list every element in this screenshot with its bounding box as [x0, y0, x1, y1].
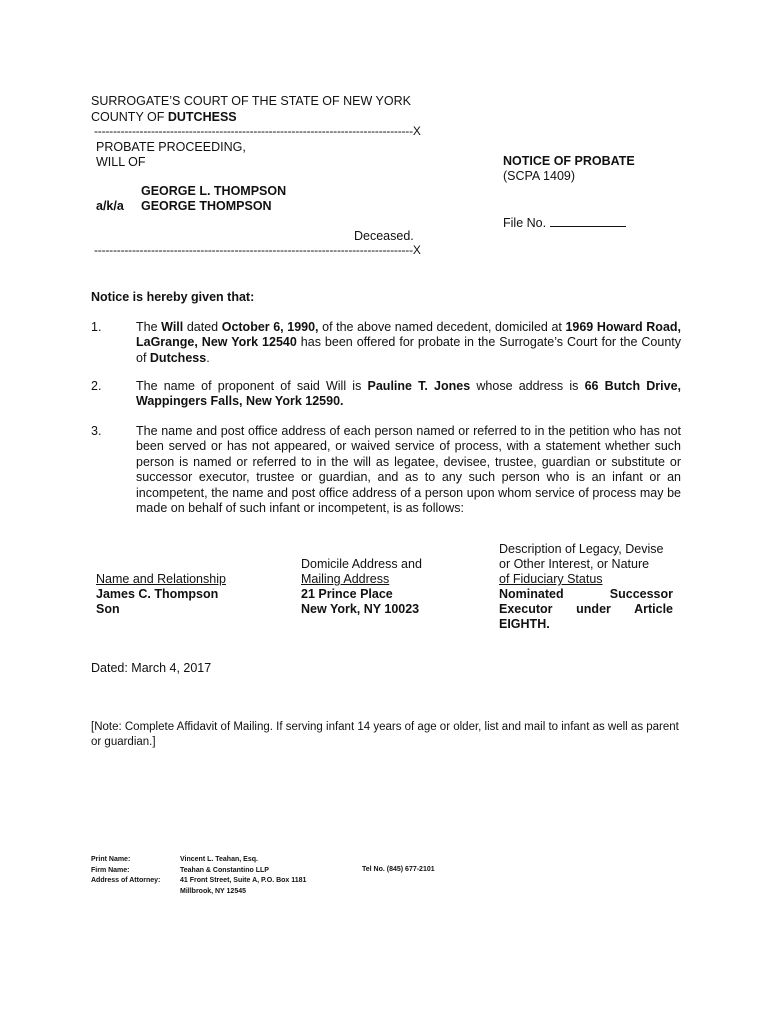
col-status-header-3	[499, 572, 603, 587]
p1-text: The	[136, 320, 162, 334]
address-label: Address of Attorney:	[91, 877, 161, 884]
file-number-blank	[550, 215, 626, 227]
fiduciary-status-3: EIGHTH.	[499, 617, 550, 631]
paragraph-3-number: 3.	[91, 424, 102, 438]
paragraph-1-number: 1.	[91, 320, 102, 334]
p1-county: Dutchess	[149, 350, 207, 365]
interested-person-address-2: New York, NY 10023	[301, 602, 420, 616]
col-address-header-2-text: Mailing Address	[301, 572, 390, 586]
county-line	[91, 110, 237, 124]
p1-text: of the above named decedent, domiciled at	[318, 320, 566, 334]
fiduciary-status-1: Nominated Successor	[499, 587, 673, 601]
p2-proponent: Pauline T. Jones	[367, 379, 471, 393]
p1-text: .	[206, 350, 210, 365]
p1-text: dated	[183, 320, 222, 334]
p1-will-date: October 6, 1990,	[221, 320, 319, 334]
statute-reference: (SCPA 1409)	[503, 169, 576, 183]
paragraph-3: The name and post office address of each person named or referred to in the petition who has not been served or has not appeared, or waived service of process, with a statement whether such person is named or referred to in the will as legatee, devisee, trustee, guardian or substitute or successor executor, trustee or guardian, and as to any such person who is an infant or an incompetent, the name and post office address of a person upon whom service of process may be made on behalf of such infant or incompetent, is as follows:	[136, 424, 681, 516]
col-status-header-1: Description of Legacy, Devise	[499, 542, 664, 556]
aka-name: GEORGE THOMPSON	[141, 199, 272, 213]
p1-will: Will	[161, 320, 184, 334]
col-status-header-2: or Other Interest, or Nature	[499, 557, 650, 571]
firm-name: Teahan & Constantino LLP	[180, 866, 269, 874]
interested-person-name: James C. Thompson	[96, 587, 219, 601]
col-status-header-3-text: of Fiduciary Status	[499, 572, 603, 586]
paragraph-1	[136, 320, 681, 366]
county-name: DUTCHESS	[167, 110, 237, 124]
col-address-header-2	[301, 572, 389, 587]
attorney-address-1: 41 Front Street, Suite A, P.O. Box 1181	[180, 877, 307, 884]
fiduciary-status-2: Executor under Article	[499, 602, 673, 616]
interested-person-relationship: Son	[96, 602, 120, 616]
print-name-label: Print Name:	[91, 856, 131, 863]
proceeding-label: PROBATE PROCEEDING,	[96, 140, 246, 154]
p1-domicile: 1969 Howard Road, LaGrange, New York 12540	[136, 320, 681, 350]
col-address-header-1: Domicile Address and	[301, 557, 422, 571]
p2-proponent-address: 66 Butch Drive, Wappingers Falls, New York 12590.	[136, 379, 682, 409]
p1-text: has been offered for probate in the Surrogate’s Court for the County of	[136, 335, 682, 365]
caption-bottom-dash-line: ------------------------------------------------------------------------------------X	[94, 243, 421, 257]
attorney-address-2: Millbrook, NY 12545	[180, 887, 247, 895]
notice-intro: Notice is hereby given that:	[91, 290, 255, 304]
col-name-header-text: Name and Relationship	[96, 572, 226, 586]
will-of-label: WILL OF	[96, 155, 146, 169]
decedent-name: GEORGE L. THOMPSON	[141, 184, 287, 198]
firm-name-label: Firm Name:	[91, 866, 130, 874]
county-prefix: COUNTY OF	[91, 110, 168, 124]
footer-labels	[91, 855, 160, 887]
court-name: SURROGATE’S COURT OF THE STATE OF NEW YORK	[91, 94, 411, 108]
p2-text: whose address is	[470, 379, 585, 393]
paragraph-2	[136, 379, 681, 410]
attorney-telephone: Tel No. (845) 677-2101	[362, 866, 435, 873]
footer-values	[180, 855, 306, 897]
caption-top-dash-line: ------------------------------------------------------------------------------------X	[94, 124, 421, 138]
notice-title: NOTICE OF PROBATE	[503, 154, 635, 168]
file-number	[503, 215, 626, 230]
file-number-label: File No.	[503, 216, 547, 230]
paragraph-2-number: 2.	[91, 379, 102, 393]
attorney-name: Vincent L. Teahan, Esq.	[180, 856, 258, 863]
deceased-label: Deceased.	[354, 229, 414, 243]
affidavit-note: [Note: Complete Affidavit of Mailing. If serving infant 14 years of age or older, list and mail to infant as well as parent or guardian.]	[91, 721, 679, 748]
col-name-header	[96, 572, 226, 587]
aka-label: a/k/a	[96, 199, 124, 213]
interested-person-address-1: 21 Prince Place	[301, 587, 393, 601]
p2-text: The name of proponent of said Will is	[136, 379, 368, 393]
date-line: Dated: March 4, 2017	[91, 661, 212, 675]
